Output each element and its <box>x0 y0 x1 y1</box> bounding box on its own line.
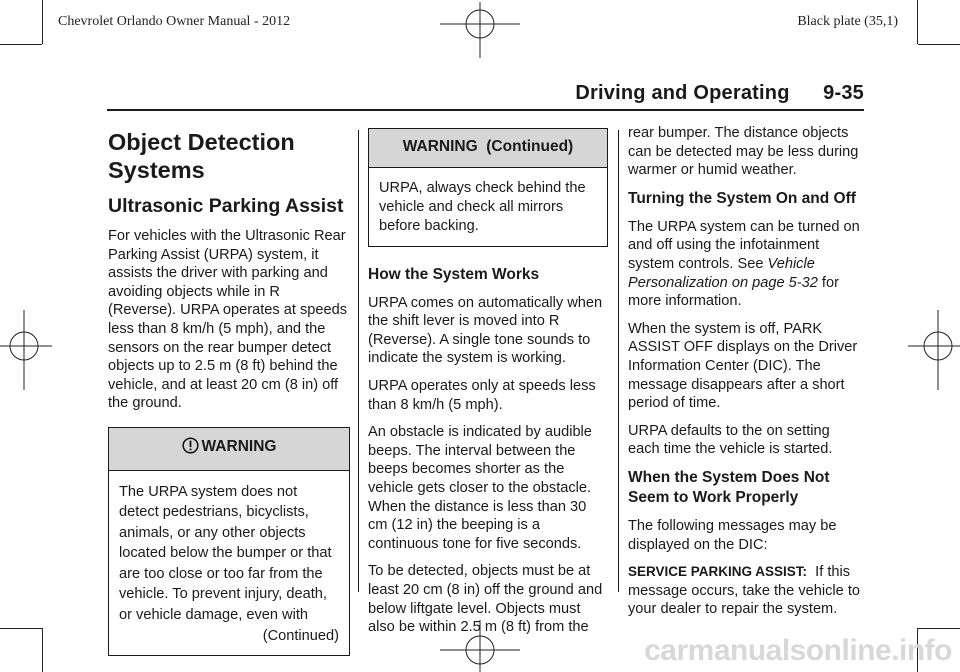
section-heading: How the System Works <box>368 265 540 283</box>
header-rule <box>107 109 864 111</box>
section-heading: Turning the System On and Off <box>628 189 856 207</box>
paragraph: To be detected, objects must be at least 20 cm (8 in) off the ground and below liftgate level. Objects must also be within 2.5 m (8 ft) from the <box>368 563 603 636</box>
warning-icon <box>182 437 199 460</box>
registration-mark-icon <box>440 2 520 58</box>
plate-info: Black plate (35,1) <box>797 14 898 29</box>
column-3 <box>628 124 864 628</box>
crop-mark <box>0 628 42 629</box>
paragraph: An obstacle is indicated by audible beeps. The interval between the beeps becomes shorter as the vehicle gets closer to the obstacle. When the distance is less than 30 cm (12 in) the beeping is a continuous tone for five seconds. <box>368 424 592 552</box>
warning-text: URPA, always check behind the vehicle and check all mirrors before backing. <box>379 179 586 234</box>
cross-reference-link[interactable]: Vehicle Personalization on page 5-32 <box>628 255 818 291</box>
continued-label: (Continued) <box>262 628 339 645</box>
crop-mark <box>42 0 43 44</box>
paragraph-text: If this message occurs, take the vehicle to your dealer to repair the system. <box>628 564 865 618</box>
paragraph: When the system is off, PARK ASSIST OFF displays on the Driver Information Center (DIC). The message disappears after a short period of time. <box>628 320 858 412</box>
warning-body <box>109 471 349 655</box>
manual-title: Chevrolet Orlando Owner Manual - 2012 <box>58 14 291 29</box>
paragraph-text: for more information. <box>628 274 839 310</box>
paragraph <box>628 563 864 619</box>
page-title-line: Systems <box>108 157 205 183</box>
warning-header <box>109 428 349 471</box>
paragraph: URPA operates only at speeds less than 8 km/h (5 mph). <box>368 377 596 413</box>
warning-box-continued <box>368 128 608 247</box>
paragraph: The following messages may be displayed on the DIC: <box>628 517 837 553</box>
warning-text: The URPA system does not detect pedestrians, bicyclists, animals, or any other objects located below the bumper or that are too close or too far from the vehicle. To prevent injury, death, or vehicle damage, even with <box>119 483 332 623</box>
paragraph-text: The URPA system can be turned on and off using the infotainment system controls. See <box>628 218 860 272</box>
registration-mark-icon <box>908 310 960 390</box>
crop-mark <box>918 628 960 629</box>
intro-paragraph: For vehicles with the Ultrasonic Rear Parking Assist (URPA) system, it assists the driver with parking and avoiding objects while in R (Reverse). URPA operates at speeds less than 8 km/h (5 mph), and the sensors on the rear bumper detect objects up to 2.5 m (8 ft) behind the vehicle, and at least 20 cm (8 in) off the ground. <box>108 228 348 412</box>
page-header <box>575 82 864 105</box>
column-1 <box>108 124 350 656</box>
section-heading <box>628 468 864 508</box>
warning-box <box>108 427 350 656</box>
column-divider <box>618 130 619 592</box>
column-divider <box>358 130 359 592</box>
paragraph: URPA defaults to the on setting each time the vehicle is started. <box>628 422 833 458</box>
heading-line: When the System Does Not <box>628 468 830 486</box>
page-number: 9-35 <box>823 82 864 104</box>
message-label: SERVICE PARKING ASSIST: <box>628 564 808 580</box>
heading-line: Seem to Work Properly <box>628 488 799 506</box>
page-title-line: Object Detection <box>108 129 295 155</box>
crop-mark <box>917 0 918 44</box>
section-title: Driving and Operating <box>575 82 790 104</box>
watermark-logo: carmanualsonline.info <box>644 634 952 667</box>
crop-mark <box>42 628 43 672</box>
crop-mark <box>918 44 960 45</box>
paragraph: URPA comes on automatically when the shift lever is moved into R (Reverse). A single tone sounds to indicate the system is working. <box>368 294 603 367</box>
section-heading: Ultrasonic Parking Assist <box>108 195 344 217</box>
paragraph <box>628 218 864 311</box>
crop-mark <box>0 44 42 45</box>
warning-header: WARNING (Continued) <box>369 129 607 168</box>
paragraph: rear bumper. The distance objects can be detected may be less during warmer or humid weather. <box>628 125 859 179</box>
warning-title: WARNING <box>201 437 277 455</box>
registration-mark-icon <box>0 310 52 390</box>
page-title <box>108 128 350 184</box>
column-2 <box>368 124 608 646</box>
